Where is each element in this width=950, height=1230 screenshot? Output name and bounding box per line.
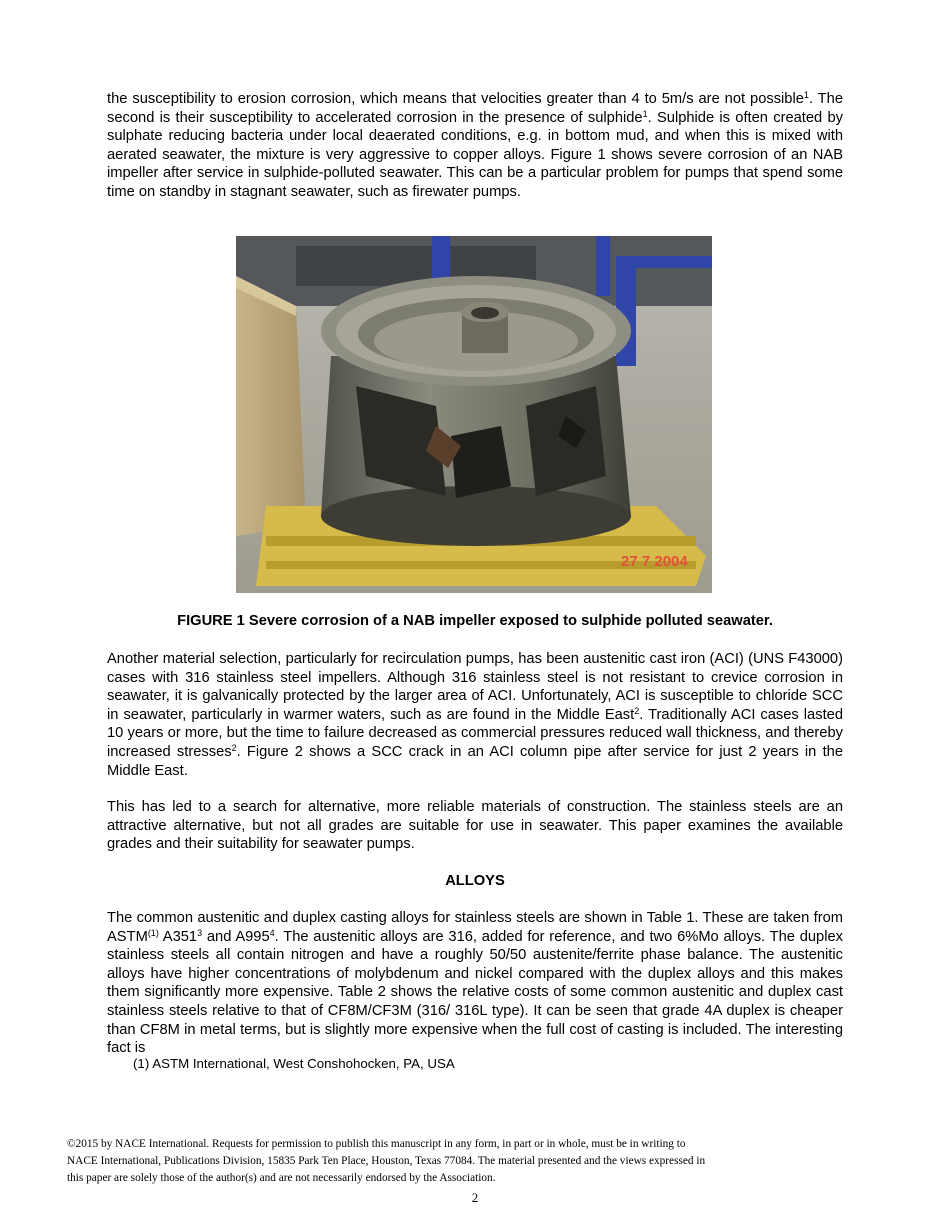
citation-superscript: 3 (197, 927, 203, 938)
body-paragraph-3: This has led to a search for alternative, more reliable materials of construction. The stainless steels are an attractive alternative, but not all grades are suitable for use in seawater. This paper examines the available grades and their suitability for seawater pumps. (107, 799, 843, 853)
paragraph-text: . The austenitic alloys are 316, added for reference, and two 6%Mo alloys. The duplex stainless steels all contain nitrogen and have a roughly 50/50 austenite/ferrite phase balance. The austenitic alloys have higher concentrations of molybdenum and nickel compared with the duplex alloys and this makes them significantly more expensive. Table 2 shows the relative costs of some common austenitic and duplex cast stainless steels relative to that of CF8M/CF3M (316/ 316L type). It can be seen that grade 4A duplex is cheaper than CF8M in metal terms, but is slightly more expensive when the full cost of casting is included. The interesting fact is (107, 928, 843, 1057)
paragraph-text: and A995 (202, 928, 270, 945)
body-paragraph-2 (107, 650, 843, 780)
paragraph-text: . The second is their susceptibility to accelerated corrosion in the presence of sulphide (107, 91, 843, 126)
body-paragraph-4 (107, 909, 843, 1058)
body-paragraph-1 (107, 90, 843, 202)
figure-caption: FIGURE 1 Severe corrosion of a NAB impeller exposed to sulphide polluted seawater. (177, 613, 773, 629)
citation-superscript: 1 (642, 108, 648, 119)
copyright-line: ©2015 by NACE International. Requests for permission to publish this manuscript in any form, in part or in whole, must be in writing to (67, 1138, 686, 1150)
paragraph-text: The common austenitic and duplex casting alloys for stainless steels are shown in Table 1. These are taken from ASTM (107, 910, 843, 945)
date-stamp: 27 7 2004 (621, 553, 688, 570)
paragraph-text: . Figure 2 shows a SCC crack in an ACI column pipe after service for just 2 years in the Middle East. (107, 743, 843, 779)
paragraph-text: Another material selection, particularly for recirculation pumps, has been austenitic cast iron (ACI) (UNS F43000) cases with 316 stainless steel impellers. Although 316 stainless steel is not resistant to crevice corrosion in seawater, it is galvanically protected by the larger area of ACI. Unfortunately, ACI is susceptible to chloride SCC in seawater, particularly in warmer waters, such as are found in the Middle East (107, 651, 843, 723)
footnote-superscript: (1) (147, 927, 159, 938)
copyright-line: this paper are solely those of the author(s) and are not necessarily endorsed by the Association. (67, 1172, 496, 1184)
footnote: (1) ASTM International, West Conshohocken, PA, USA (133, 1056, 455, 1071)
citation-superscript: 2 (634, 705, 640, 716)
citation-superscript: 1 (803, 90, 809, 100)
paragraph-text: A351 (158, 928, 198, 945)
citation-superscript: 4 (269, 927, 275, 938)
page-number: 2 (471, 1190, 479, 1205)
figure-1-photo (236, 236, 712, 593)
citation-superscript: 2 (231, 742, 237, 753)
paragraph-text: the susceptibility to erosion corrosion, which means that velocities greater than 4 to 5m/s are not possible (107, 91, 804, 107)
section-heading: ALLOYS (445, 873, 505, 889)
copyright-notice (67, 1136, 827, 1187)
corroded-impeller-photo (236, 236, 712, 593)
paragraph-text: . Sulphide is often created by sulphate reducing bacteria under local deaerated conditions, e.g. in bottom mud, and when this is mixed with aerated seawater, the mixture is very aggressive to copper alloys. Figure 1 shows severe corrosion of an NAB impeller after service in sulphide-polluted seawater. This can be a particular problem for pumps that spend some time on standby in stagnant seawater, such as firewater pumps. (107, 109, 843, 200)
paragraph-text: . Traditionally ACI cases lasted 10 years or more, but the time to failure decreased as commercial pressures reduced wall thickness, and thereby increased stresses (107, 706, 843, 760)
copyright-line: NACE International, Publications Division, 15835 Park Ten Place, Houston, Texas 77084. The material presented and the views expressed in (67, 1155, 706, 1167)
